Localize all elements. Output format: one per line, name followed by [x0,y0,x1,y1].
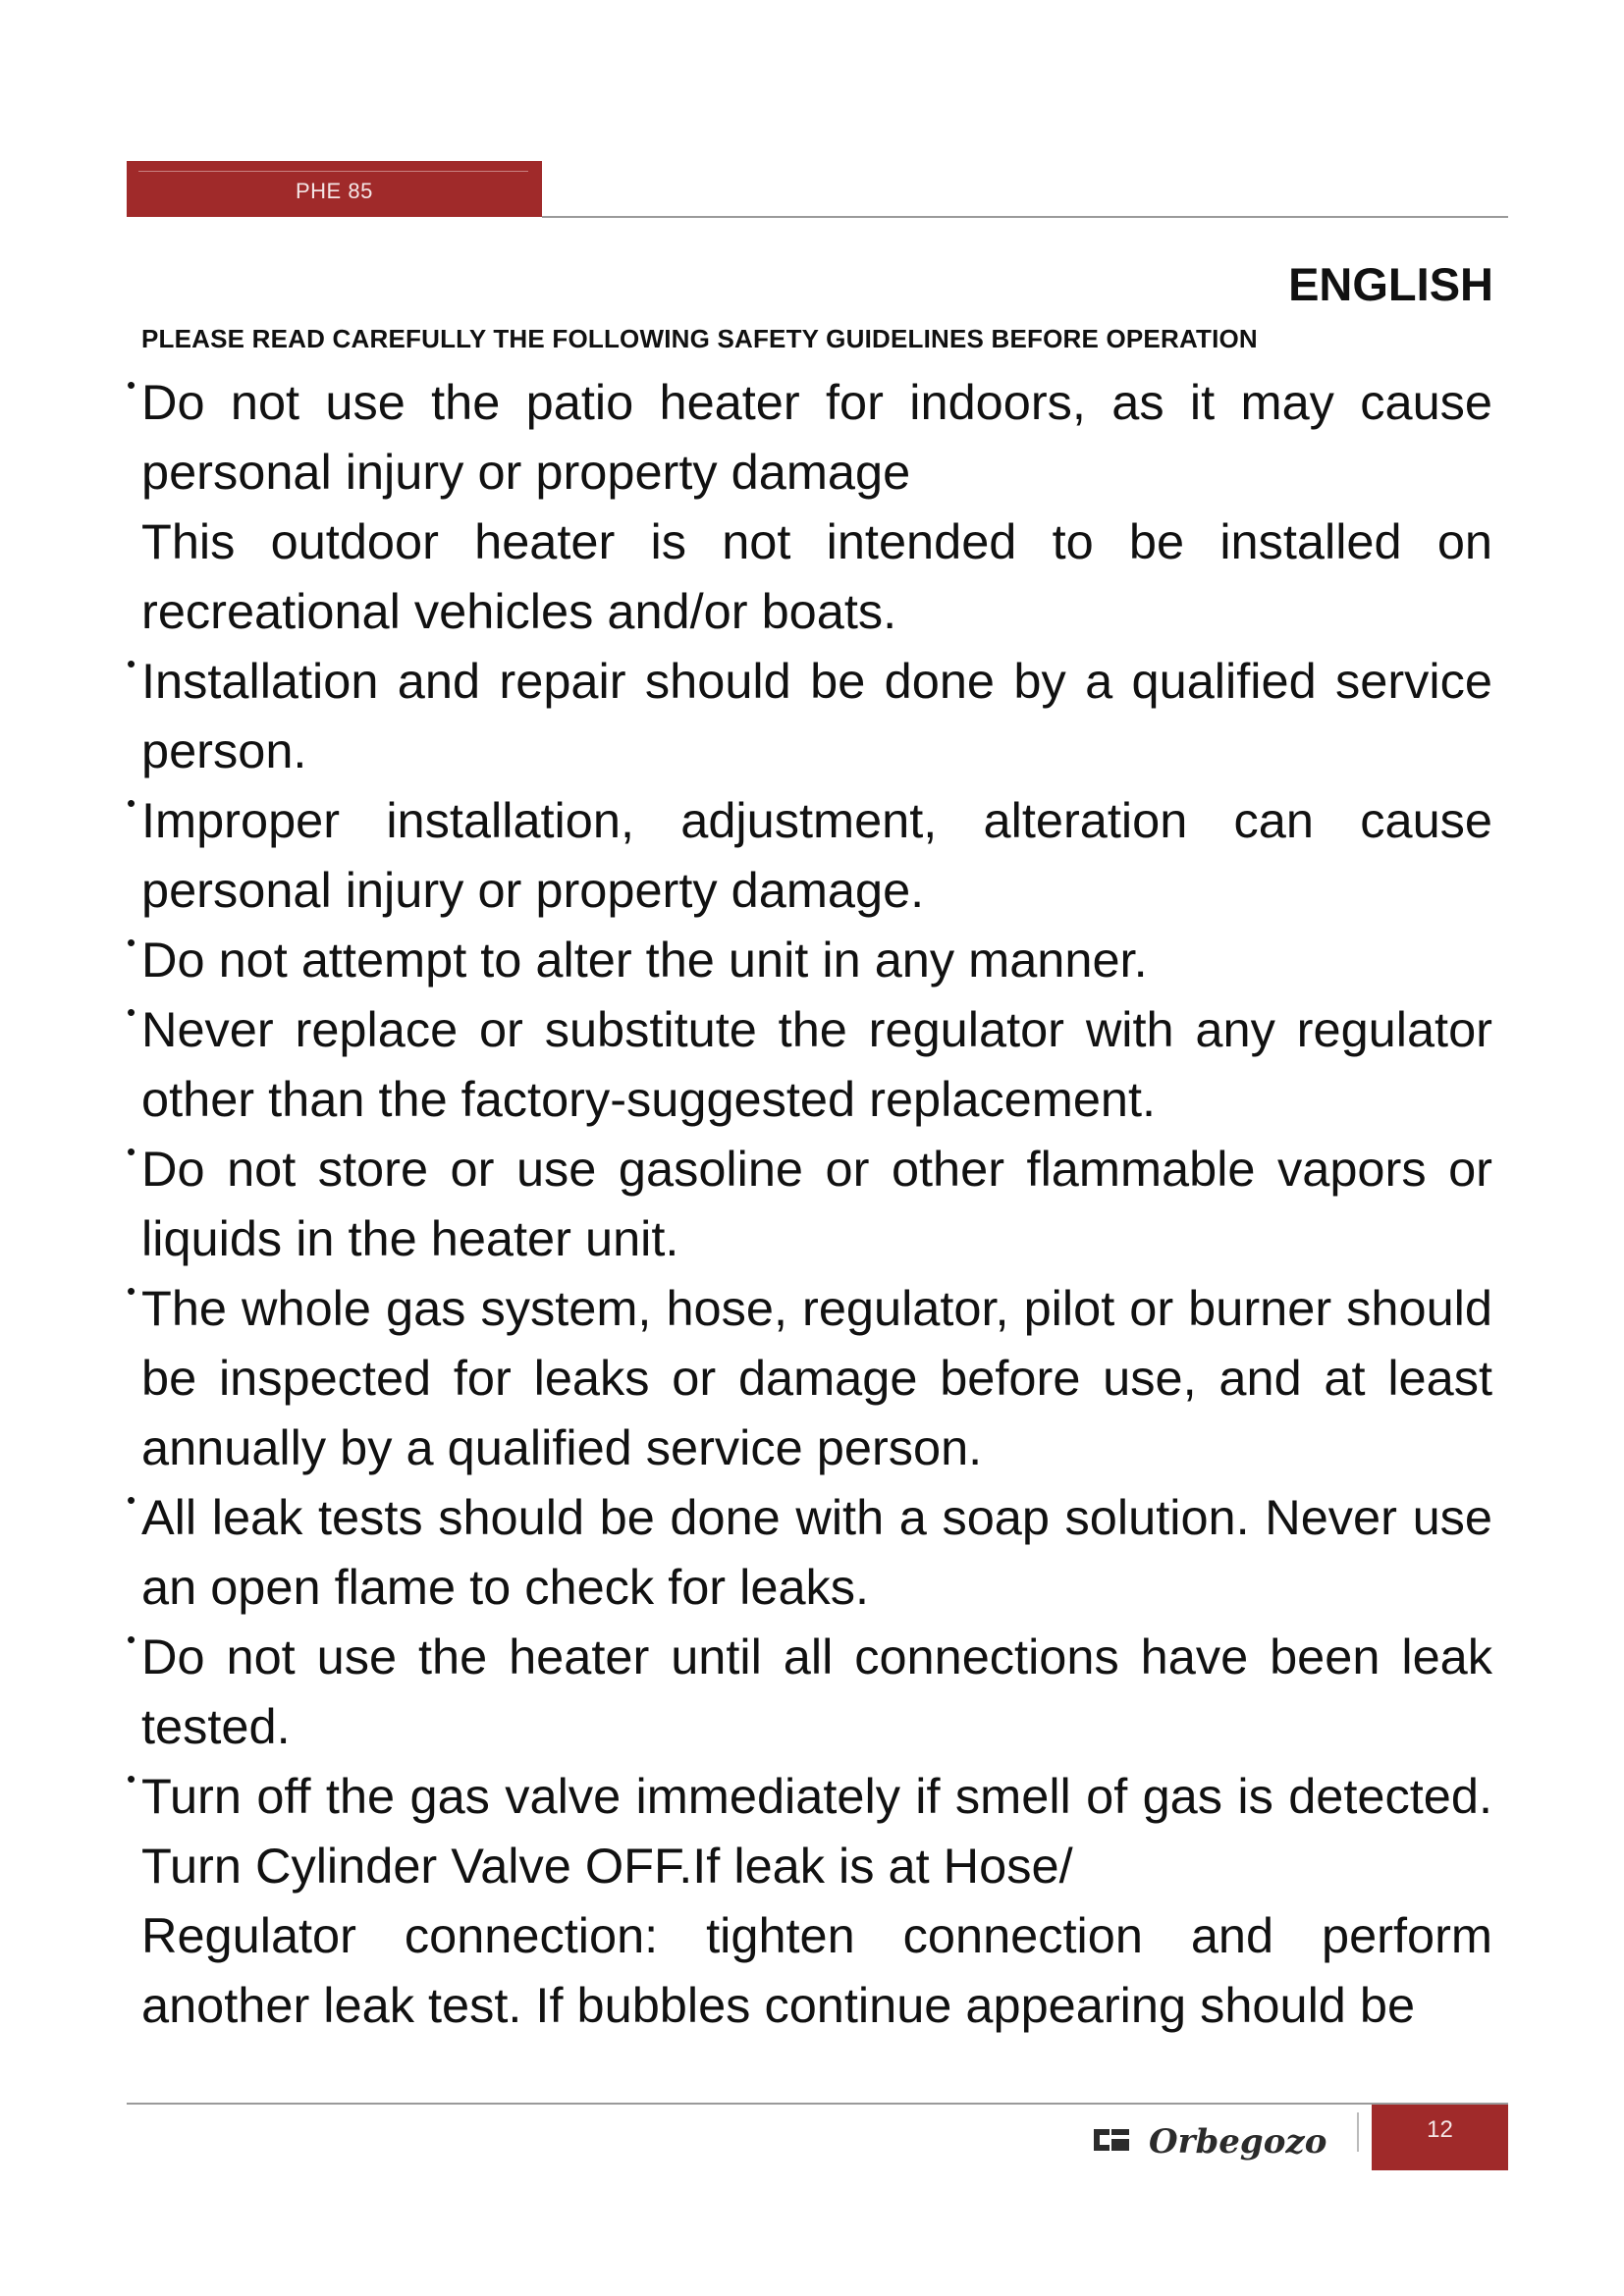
page-number-box [1372,2105,1508,2170]
language-title: ENGLISH [1288,258,1493,310]
model-label: PHE 85 [296,179,373,203]
bullet-icon: • [127,997,136,1027]
guideline-item [127,1134,1492,1273]
header-model-tab [127,161,542,217]
bullet-icon: • [127,1485,136,1515]
svg-text:Orbegozo: Orbegozo [1149,2122,1327,2162]
guideline-item [127,994,1492,1134]
guideline-text: Installation and repair should be done by a qualified service person. [141,653,1492,778]
page-number: 12 [1427,2116,1453,2143]
guideline-continuation [141,1900,1492,2040]
safety-guidelines-heading: PLEASE READ CAREFULLY THE FOLLOWING SAFETY GUIDELINES BEFORE OPERATION [141,324,1258,353]
bullet-icon: • [127,1276,136,1306]
guideline-item [127,925,1492,994]
guideline-text: Do not attempt to alter the unit in any manner. [141,932,1148,988]
guideline-text: Do not store or use gasoline or other flammable vapors or liquids in the heater unit. [141,1141,1492,1266]
bullet-icon: • [127,788,136,818]
guideline-item [127,1482,1492,1622]
bullet-icon: • [127,928,136,957]
bullet-icon: • [127,649,136,678]
guideline-item [127,367,1492,507]
safety-guidelines-list [127,367,1492,2040]
guideline-text: Regulator connection: tighten connection and perform another leak test. If bubbles continue appearing should be [141,1907,1492,2033]
guideline-item [127,1273,1492,1482]
guideline-text: Improper installation, adjustment, alteration can cause personal injury or property damage. [141,792,1492,918]
guideline-continuation [141,507,1492,646]
guideline-item [127,785,1492,925]
guideline-text: Do not use the patio heater for indoors, as it may cause personal injury or property damage [141,374,1492,500]
header-divider [542,216,1508,218]
guideline-text: The whole gas system, hose, regulator, pilot or burner should be inspected for leaks or damage before use, and at least annually by a qualified service person. [141,1280,1492,1475]
bullet-icon: • [127,370,136,400]
guideline-text: Do not use the heater until all connections have been leak tested. [141,1629,1492,1754]
footer-divider [127,2103,1508,2105]
header-tab-accent-line [138,171,528,172]
footer-vertical-divider [1357,2112,1359,2152]
guideline-text: All leak tests should be done with a soap solution. Never use an open flame to check for leaks. [141,1489,1492,1615]
bullet-icon: • [127,1137,136,1166]
guideline-text: Never replace or substitute the regulator with any regulator other than the factory-suggested replacement. [141,1001,1492,1127]
guideline-item [127,1622,1492,1761]
bullet-icon: • [127,1764,136,1793]
guideline-item [127,1761,1492,1900]
guideline-text: Turn off the gas valve immediately if smell of gas is detected. Turn Cylinder Valve OFF.If leak is at Hose/ [141,1768,1492,1894]
guideline-text: This outdoor heater is not intended to be installed on recreational vehicles and/or boats. [141,513,1492,639]
bullet-icon: • [127,1625,136,1654]
orbegozo-logo [1090,2115,1365,2164]
guideline-item [127,646,1492,785]
